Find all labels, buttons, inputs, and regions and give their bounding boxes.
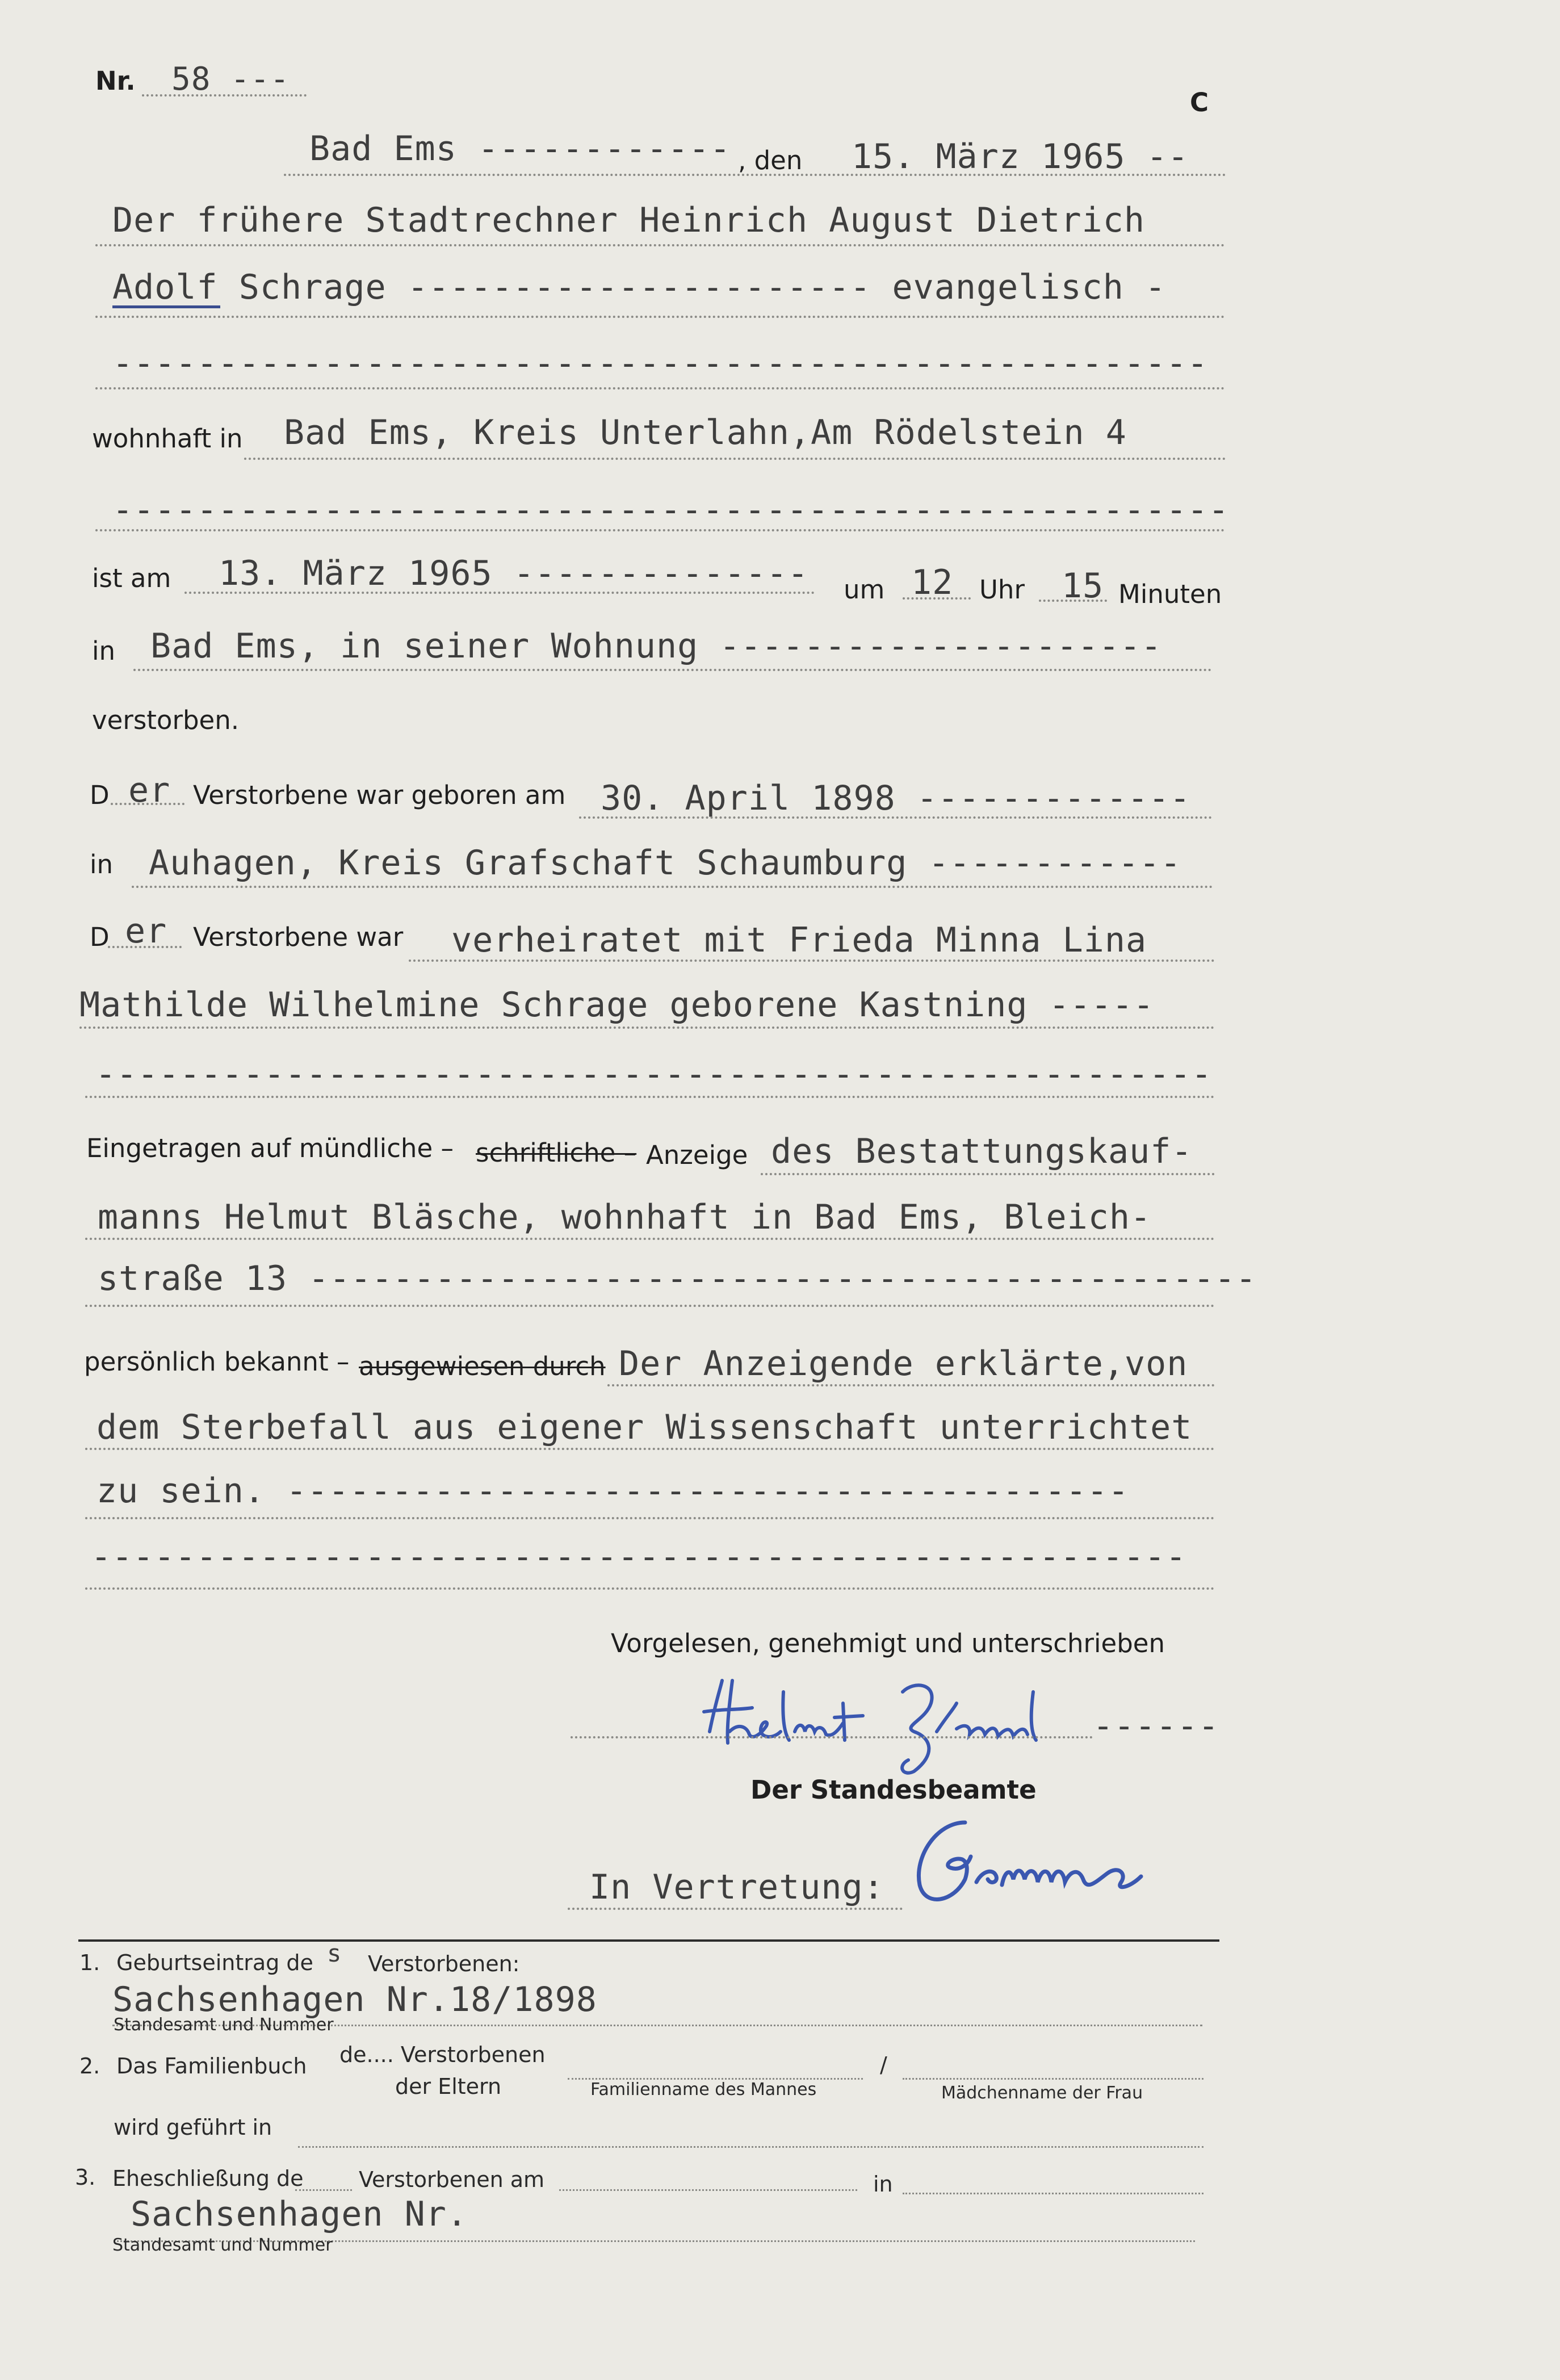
- item3-label: Eheschließung de: [112, 2166, 304, 2191]
- wife-maiden-name-caption: Mädchenname der Frau: [941, 2083, 1143, 2103]
- surname-underline: [112, 305, 220, 308]
- dotted-line: [607, 1384, 1215, 1386]
- item2-number: 2.: [79, 2054, 100, 2079]
- dotted-line: [95, 316, 1225, 318]
- dotted-line: [1039, 600, 1107, 602]
- dotted-line: [409, 959, 1215, 962]
- identification-struck-option: ausgewiesen durch: [359, 1351, 606, 1381]
- dotted-line: [568, 1908, 903, 1910]
- dotted-line: [132, 886, 1213, 888]
- birth-place: Auhagen, Kreis Grafschaft Schaumburg ------------: [149, 843, 1182, 883]
- death-hour: 12: [911, 563, 954, 602]
- item2-option-parents: der Eltern: [395, 2074, 502, 2099]
- informant-label: Eingetragen auf mündliche –: [86, 1133, 454, 1163]
- dotted-line: [903, 2193, 1203, 2194]
- item3-label-b: Verstorbenen am: [359, 2167, 545, 2192]
- dotted-line: [85, 1587, 1215, 1590]
- item2-slash: /: [880, 2052, 887, 2077]
- verstorben-label: verstorben.: [92, 705, 240, 735]
- section-divider: [78, 1939, 1219, 1942]
- dotted-line: [903, 2078, 1203, 2080]
- birth-in-label: in: [90, 849, 114, 879]
- dotted-line: [559, 2189, 857, 2191]
- dotted-line: [95, 529, 1225, 531]
- dotted-line: [298, 2146, 1203, 2148]
- registrar-title: Der Standesbeamte: [750, 1775, 1037, 1805]
- marital-d-label: D: [90, 922, 110, 952]
- minuten-label: Minuten: [1118, 579, 1222, 609]
- dotted-line: [79, 1026, 1215, 1029]
- informant-line-1: des Bestattungskauf-: [771, 1132, 1193, 1171]
- death-date: 13. März 1965 --------------: [219, 554, 809, 593]
- item3-caption: Standesamt und Nummer: [112, 2235, 333, 2255]
- residence-continuation: -----------------------------------------------------: [112, 490, 1230, 530]
- den-label: , den: [738, 145, 803, 175]
- person-line-3: ----------------------------------------------------: [112, 343, 1209, 383]
- dotted-line: [133, 669, 1212, 671]
- item3-value: Sachsenhagen Nr.: [131, 2194, 468, 2234]
- deputy-label: In Vertretung:: [589, 1867, 884, 1907]
- ist-am-label: ist am: [92, 563, 171, 593]
- item1-label: Geburtseintrag de: [116, 1950, 313, 1975]
- item1-fill: s: [327, 1939, 342, 1967]
- dotted-line: [184, 592, 815, 594]
- dotted-line: [85, 1517, 1215, 1519]
- marital-line-3: -----------------------------------------------------: [95, 1054, 1213, 1094]
- dotted-line: [85, 1448, 1215, 1450]
- registration-date: 15. März 1965 --: [852, 137, 1189, 177]
- informant-struck-option: schriftliche –: [476, 1138, 637, 1168]
- death-place: Bad Ems, in seiner Wohnung ---------------------: [150, 626, 1162, 666]
- dotted-line: [903, 597, 971, 600]
- informant-line-3: straße 13 ---------------------------------------------: [98, 1259, 1257, 1298]
- residence-label: wohnhaft in: [92, 424, 243, 454]
- birth-date: 30. April 1898 -------------: [601, 778, 1191, 818]
- uhr-label: Uhr: [979, 575, 1025, 605]
- death-in-label: in: [92, 636, 116, 666]
- informant-line-2: manns Helmut Bläsche, wohnhaft in Bad Ems, Bleich-: [98, 1197, 1152, 1237]
- identification-line-4: ----------------------------------------------------: [91, 1537, 1187, 1577]
- person-line-1: Der frühere Stadtrechner Heinrich August Dietrich: [112, 200, 1146, 240]
- dotted-line: [95, 244, 1225, 246]
- item1-number: 1.: [79, 1950, 100, 1975]
- item2-option-deceased: de.... Verstorbenen: [339, 2042, 546, 2067]
- date-dotted-line: [284, 174, 1226, 176]
- person-line-2: Adolf Schrage ---------------------- evangelisch -: [112, 267, 1167, 307]
- item2-kept-in-label: wird geführt in: [114, 2115, 272, 2140]
- dotted-line: [85, 1238, 1215, 1240]
- dotted-line: [85, 1305, 1215, 1307]
- nr-dotted-line: [142, 94, 307, 97]
- dotted-line: [579, 816, 1212, 819]
- dotted-line: [295, 2189, 352, 2191]
- informant-signature: [698, 1669, 1096, 1783]
- identification-label: persönlich bekannt –: [84, 1347, 350, 1377]
- item1-label-b: Verstorbenen:: [368, 1951, 520, 1976]
- deputy-signature: [903, 1811, 1203, 1925]
- dotted-line: [571, 1736, 1093, 1738]
- husband-name-caption: Familienname des Mannes: [590, 2080, 817, 2100]
- dotted-line: [111, 803, 184, 805]
- nr-value: 58 ---: [171, 61, 290, 98]
- dotted-line: [85, 1096, 1215, 1098]
- birth-d-label: D: [90, 780, 110, 810]
- item2-label: Das Familienbuch: [116, 2054, 307, 2079]
- birth-gender-fill: er: [128, 770, 171, 810]
- registration-place: Bad Ems ------------: [309, 129, 731, 169]
- marital-label: Verstorbene war: [193, 922, 404, 952]
- nr-label: Nr.: [95, 66, 136, 96]
- dotted-line: [761, 1173, 1215, 1175]
- marital-value: verheiratet mit Frieda Minna Lina: [451, 920, 1147, 960]
- form-letter: C: [1190, 87, 1209, 118]
- item3-in-label: in: [873, 2172, 893, 2197]
- residence-value: Bad Ems, Kreis Unterlahn,Am Rödelstein 4: [284, 413, 1127, 452]
- identification-line-3: zu sein. ----------------------------------------: [97, 1471, 1130, 1511]
- signature-dashes: ------: [1093, 1706, 1219, 1746]
- item3-number: 3.: [75, 2165, 96, 2190]
- um-label: um: [844, 575, 885, 605]
- item1-caption: Standesamt und Nummer: [114, 2015, 334, 2035]
- item1-value: Sachsenhagen Nr.18/1898: [112, 1980, 597, 2019]
- birth-label: Verstorbene war geboren am: [193, 780, 566, 810]
- identification-line-2: dem Sterbefall aus eigener Wissenschaft unterrichtet: [97, 1407, 1193, 1447]
- dotted-line: [95, 387, 1225, 389]
- identification-line-1: Der Anzeigende erklärte,von: [619, 1344, 1188, 1384]
- anzeige-label: Anzeige: [646, 1140, 748, 1170]
- marital-gender-fill: er: [125, 911, 167, 951]
- death-minute: 15: [1062, 566, 1104, 606]
- dotted-line: [244, 458, 1226, 460]
- marital-line-2: Mathilde Wilhelmine Schrage geborene Kastning -----: [79, 985, 1155, 1025]
- dotted-line: [108, 946, 182, 948]
- read-approved-text: Vorgelesen, genehmigt und unterschrieben: [611, 1628, 1165, 1658]
